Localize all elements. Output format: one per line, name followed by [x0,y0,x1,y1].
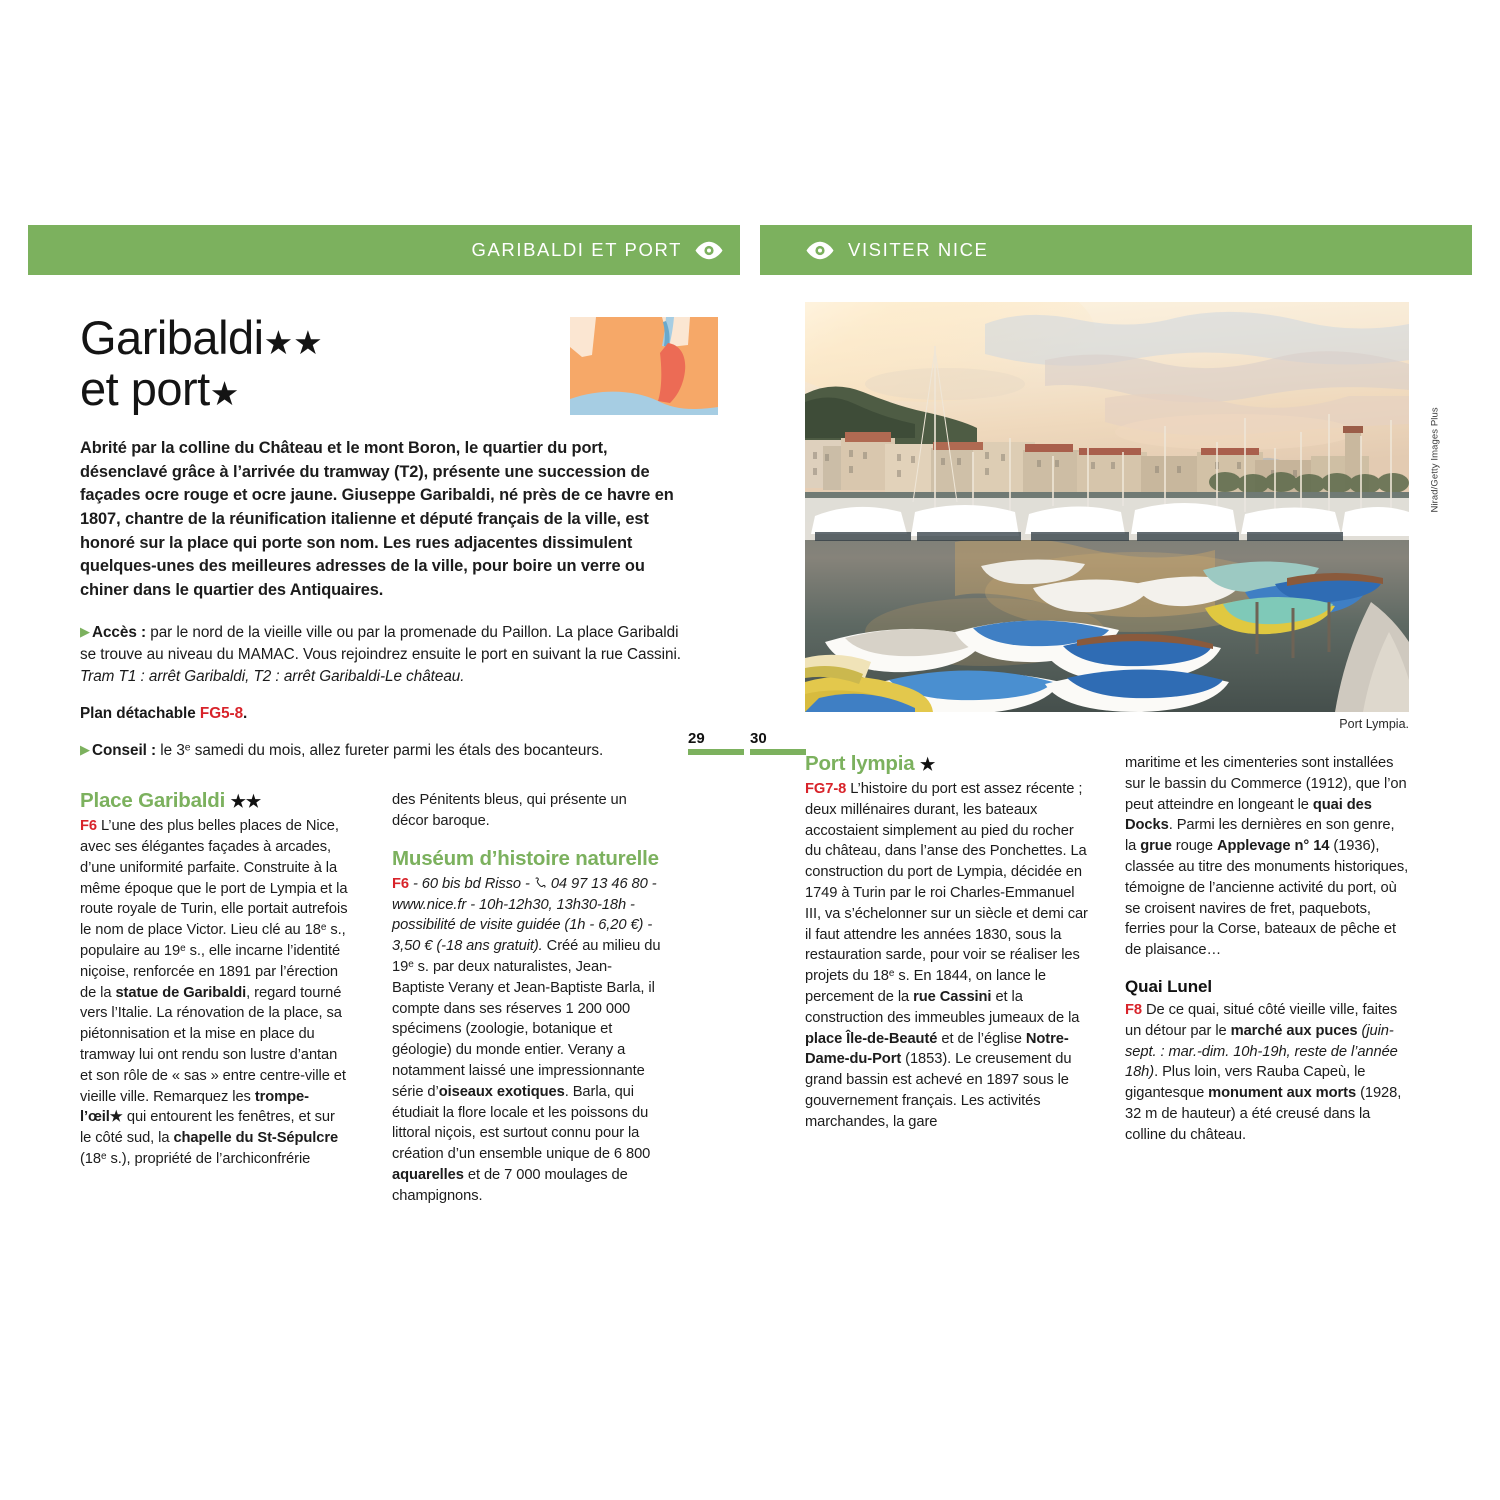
decorative-illustration [570,317,718,415]
body-text: (1853). Le creusement du grand bassin est achevé en 1897 sous le gouvernement français. Les activités marchandes, la gare [805,1051,1072,1130]
heading-stars: ★★ [230,792,262,812]
map-ref: FG7-8 [805,780,847,797]
body-text: L’une des plus belles places de Nice, avec ses élégantes façades à arcades, d’une uniformité parfaite. Construite à la même époque que le port de Lympia et la route royale de Turin, elle portait autrefois le nom de place Victor. Lieu clé au 18 [80,818,348,939]
highlight-statue: statue de Garibaldi [115,984,247,1001]
highlight-aquarelles: aquarelles [392,1166,464,1183]
ordinal-sup: e [320,922,327,934]
paragraph-port-lympia [805,779,1089,1133]
body-text: Créé au milieu du 19 [392,938,661,975]
triangle-bullet-icon: ▶ [80,624,90,640]
map-ref: F6 [392,875,409,892]
harbour-photo [805,302,1409,712]
tip-line [80,740,698,762]
body-text: s. par deux naturalistes, Jean-Baptiste Verany et Jean-Baptiste Barla, il compte dans ses réserves 1 200 000 spécimens (zoologie, botanique et géologie) du monde entier. Verany a notamment laissé une impressionnante série d’ [392,959,655,1100]
paragraph-continued: des Pénitents bleus, qui présente un décor baroque. [392,792,627,830]
paragraph-quai-lunel [1125,1000,1409,1146]
page-title [80,313,570,415]
body-text: maritime et les cimenteries sont installées sur le bassin du Commerce (1912), que l’on peut atteindre en longeant le [1125,755,1407,813]
map-ref: F6 [80,818,97,835]
highlight-marche-aux-puces: marché aux puces [1230,1022,1358,1039]
museum-practical-b: 04 97 13 46 80 - www.nice.fr - 10h-12h30, 13h30-18h - possibilité de visite guidée (1h - 6,20 €) - 3,50 € (-18 ans gratuit). [392,875,657,955]
page-number-bar [688,749,744,755]
plan-map-ref: FG5-8 [199,705,244,723]
body-text: (1928, 32 m de hauteur) a été creusé dans la colline du château. [1125,1085,1402,1143]
body-text: . Plus loin, vers Rauba Capeù, le gigantesque [1125,1064,1366,1102]
access-tram-italic: Tram T1 : arrêt Garibaldi, T2 : arrêt Garibaldi-Le château. [80,668,465,686]
ordinal-sup: e [888,967,895,979]
section-heading-port-lympia [805,753,1089,776]
column-place-garibaldi [80,790,350,1206]
body-text: et la construction des immeubles jumeaux de la [805,988,1080,1026]
opening-hours-italic: (juin-sept. : mar.-dim. 10h-19h, reste de l’année 18h) [1125,1022,1398,1081]
highlight-chapelle: chapelle du St-Sépulcre [173,1130,339,1147]
page-number-right-value: 30 [750,730,767,747]
header-right-label: VISITER NICE [848,239,989,260]
photo-credit: Nirad/Getty Images Plus [1429,407,1440,513]
access-text: par le nord de la vieille ville ou par la promenade du Paillon. La place Garibaldi se trouve au niveau du MAMAC. Vous rejoindrez ensuite le port en suivant la rue Cassini. [80,624,682,664]
title-stars-2: ★ [209,374,240,412]
title-line-1: Garibaldi [80,311,264,364]
map-ref: F8 [1125,1002,1142,1019]
header-left-section [28,225,740,275]
pages-container [28,275,1472,1207]
highlight-rue-cassini: rue Cassini [913,988,992,1005]
body-text: . Barla, qui étudiait la flore locale et les poissons du littoral niçois, est surtout connu pour la création d’un ensemble unique de 6 800 [392,1083,651,1163]
body-text: qui entourent les fenêtres, et sur le côté sud, la [80,1109,335,1147]
access-line [80,622,698,688]
ordinal-sup: e [180,942,186,954]
heading-stars: ★ [919,755,936,774]
left-page-columns [80,790,695,1206]
title-line-2: et port [80,361,210,415]
heading-text: Port lympia [805,752,915,775]
section-heading-quai-lunel: Quai Lunel [1125,976,1213,996]
museum-practical-a: - 60 bis bd Risso - [408,875,534,892]
page-number-left [688,730,744,755]
right-page-columns [805,753,1409,1146]
column-port-lympia [805,753,1089,1146]
eye-icon [805,241,835,260]
section-heading-museum: Muséum d’histoire naturelle [392,846,659,870]
tip-text-b: samedi du mois, allez fureter parmi les étals des bocanteurs. [190,742,604,760]
intro-paragraph: Abrité par la colline du Château et le mont Boron, le quartier du port, désenclavé grâce à l’arrivée du tramway (T2), présente une succession de façades ocre rouge et ocre jaune. Giuseppe Garibaldi, né près de ce havre en 1807, chantre de la réunification italienne et député français de la ville, est honoré sur la place qui porte son nom. Les rues adjacentes dissimulent quelques-unes des meilleures adresses de la ville, pour boire un verre ou chiner dans le quartier des Antiquaires. [80,439,674,599]
highlight-quai-des-docks: quai des Docks [1125,796,1372,834]
header-right-section [760,225,1472,275]
title-block [80,275,740,415]
body-text: rouge [1171,838,1217,855]
body-text: , regard tourné vers l’Italie. La rénovation de la place, sa piétonnisation et la mise en place du tramway lui ont rendu son lustre d’antan et son rôle de « sas » entre centre-ville et vieille ville. Remarquez les [80,984,346,1105]
body-text: s.), propriété de l’archiconfrérie [106,1150,311,1167]
body-text: et de l’église [937,1030,1026,1047]
page-left [28,275,767,1207]
paragraph-continued [1125,753,1409,961]
heading-text: Place Garibaldi [80,789,226,813]
body-text: s. En 1844, on lance le percement de la [805,968,1046,1005]
paragraph-museum [392,874,662,1207]
body-text: De ce quai, situé côté vieille ville, faites un détour par le [1125,1002,1398,1039]
body-text: (1936), classée au titre des monuments historiques, témoigne de l’ancienne activité du port, où se croisent navires de fret, paquebots, ferries pour la Corse, bateaux de pêche et de plaisance… [1125,838,1409,959]
page-spread [28,225,1472,1207]
practical-info-block [80,622,698,762]
body-text: s., populaire au 19 [80,922,346,959]
body-text: (18 [80,1150,101,1167]
page-number-left-value: 29 [688,730,705,747]
section-heading-place-garibaldi [80,790,350,813]
eye-icon [694,241,724,260]
plan-dot: . [243,705,248,723]
highlight-oiseaux: oiseaux exotiques [438,1083,565,1100]
column-quai-lunel [1125,753,1409,1146]
photo-block [805,302,1440,731]
body-text: . Parmi les dernières en son genre, la [1125,817,1395,855]
highlight-applevage: Applevage n° 14 [1216,838,1330,855]
photo-caption: Port Lympia. [1339,717,1409,731]
detachable-plan-line [80,703,698,725]
header-gutter [740,225,760,275]
tip-label: Conseil : [91,742,157,760]
ordinal-sup: e [101,1150,107,1162]
highlight-monument-aux-morts: monument aux morts [1208,1085,1357,1102]
page-right [760,275,1472,1207]
body-text: L’histoire du port est assez récente ; deux millénaires durant, les bateaux accostaient simplement au pied du rocher du château, dans l’anse des Ponchettes. La construction du port de Lympia, décidée en 1749 à Turin par le roi Charles-Emmanuel III, va s’échelonner sur un siècle et demi car il faut attendre les années 1830, sous la restauration sarde, pour voir se réaliser les projets du 18 [805,780,1088,985]
access-label: Accès : [91,624,147,642]
body-text: s., elle incarne l’identité niçoise, renforcée en 1891 par l’érection de la [80,943,341,1001]
highlight-trompe-loeil: trompe-l’œil★ [80,1088,309,1126]
tip-ordinal: e [184,743,191,755]
header-left-label: GARIBALDI ET PORT [471,239,682,260]
paragraph-place-garibaldi [80,816,350,1170]
title-stars-1: ★★ [263,324,323,361]
triangle-bullet-icon: ▶ [80,742,90,758]
highlight-place-ile-de-beaute: place Île-de-Beauté [805,1030,938,1047]
running-header [28,225,1472,275]
ordinal-sup: e [408,958,414,970]
tip-text-a: le 3 [156,742,185,760]
highlight-grue: grue [1140,838,1172,855]
column-museum [392,790,662,1206]
highlight-notre-dame-du-port: Notre-Dame-du-Port [805,1030,1069,1068]
plan-label: Plan détachable [80,705,200,723]
phone-icon [534,876,547,889]
body-text: et de 7 000 moulages de champignons. [392,1166,628,1204]
